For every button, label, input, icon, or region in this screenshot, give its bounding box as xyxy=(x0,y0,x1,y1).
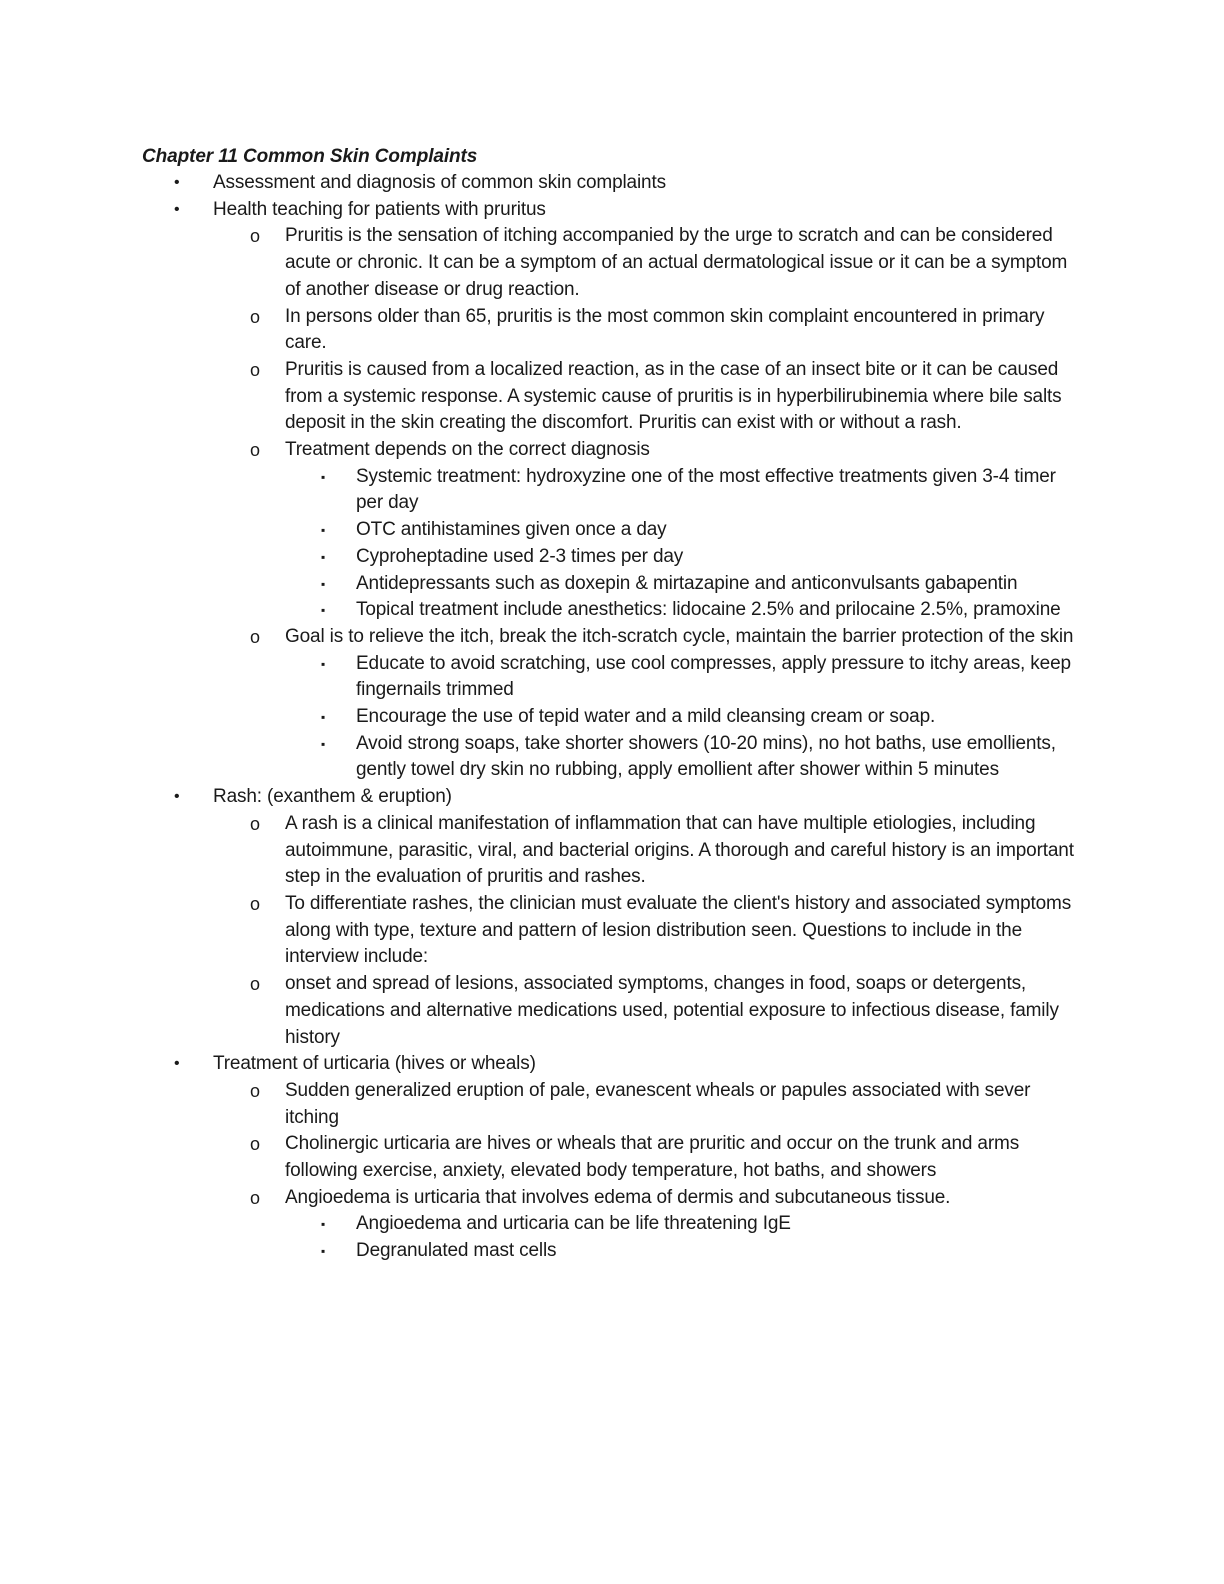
outline-item-text: Degranulated mast cells xyxy=(356,1240,557,1262)
bullet-marker: o xyxy=(250,1134,260,1155)
outline-item-text: Educate to avoid scratching, use cool compresses, apply pressure to itchy areas, keep fingernails trimmed xyxy=(356,652,1071,701)
outline-item-level2 xyxy=(0,624,1075,651)
bullet-marker: o xyxy=(250,813,260,834)
bullet-marker: ▪ xyxy=(321,736,326,751)
outline-item-level3 xyxy=(0,651,1076,704)
outline-item-text: Health teaching for patients with pruritus xyxy=(213,198,546,220)
outline-item-text: onset and spread of lesions, associated symptoms, changes in food, soaps or detergents, medications and alternative medications used, potential exposure to infectious disease, family history xyxy=(285,973,1059,1048)
outline-item-text: OTC antihistamines given once a day xyxy=(356,519,667,541)
outline-item-text: Cholinergic urticaria are hives or wheals that are pruritic and occur on the trunk and arms following exercise, anxiety, elevated body temperature, hot baths, and showers xyxy=(285,1133,1020,1182)
outline-item-text: Assessment and diagnosis of common skin complaints xyxy=(213,172,666,193)
bullet-marker: ▪ xyxy=(321,1217,326,1232)
bullet-marker: ▪ xyxy=(321,549,326,564)
bullet-marker: ▪ xyxy=(321,469,326,484)
bullet-marker: ▪ xyxy=(321,710,326,725)
outline-item-level2 xyxy=(0,1131,1075,1184)
outline-item-level3 xyxy=(0,571,1076,598)
bullet-marker: o xyxy=(250,974,260,995)
bullet-marker: ▪ xyxy=(321,603,326,618)
outline-item-text: Angioedema is urticaria that involves edema of dermis and subcutaneous tissue. xyxy=(285,1186,951,1208)
bullet-marker: • xyxy=(174,200,180,218)
bullet-marker: o xyxy=(250,440,260,461)
outline-item-level1 xyxy=(0,197,1073,224)
bullet-marker: o xyxy=(250,306,260,327)
outline-item-text: Treatment depends on the correct diagnosis xyxy=(285,439,650,461)
outline-item-level3 xyxy=(0,517,1076,544)
outline-item-text: Treatment of urticaria (hives or wheals) xyxy=(213,1053,536,1075)
bullet-marker: • xyxy=(174,174,180,191)
outline-item-text: In persons older than 65, pruritis is the most common skin complaint encountered in primary care. xyxy=(285,305,1045,354)
bullet-marker: ▪ xyxy=(321,523,326,538)
outline-item-text: Angioedema and urticaria can be life threatening IgE xyxy=(356,1213,791,1235)
outline-item-level1 xyxy=(0,1051,1073,1078)
outline-item-level2 xyxy=(0,357,1075,437)
bullet-marker: ▪ xyxy=(321,1244,326,1259)
bullet-marker: ▪ xyxy=(321,656,326,671)
bullet-marker: o xyxy=(250,359,260,380)
outline-item-level2 xyxy=(0,971,1075,1051)
outline-item-text: Goal is to relieve the itch, break the itch-scratch cycle, maintain the barrier protection of the skin xyxy=(285,625,1074,647)
chapter-title: Chapter 11 Common Skin Complaints xyxy=(142,146,478,167)
outline-item-text: Antidepressants such as doxepin & mirtazapine and anticonvulsants gabapentin xyxy=(356,572,1018,594)
outline-item-text: Topical treatment include anesthetics: lidocaine 2.5% and prilocaine 2.5%, pramoxine xyxy=(356,599,1061,621)
outline-item-level3 xyxy=(0,544,1076,571)
outline-item-level3 xyxy=(0,464,1076,517)
bullet-marker: o xyxy=(250,1187,260,1208)
outline-item-text: Pruritis is caused from a localized reaction, as in the case of an insect bite or it can be caused from a systemic response. A systemic cause of pruritis is in hyperbilirubinemia where bile salts deposit in the skin creating the discomfort. Pruritis can exist with or without a rash. xyxy=(285,358,1062,434)
outline-item-level2 xyxy=(0,437,1075,464)
outline-item-text: Pruritis is the sensation of itching accompanied by the urge to scratch and can be considered acute or chronic. It can be a symptom of an actual dermatological issue or it can be a symptom of another disease or drug reaction. xyxy=(285,225,1068,300)
bullet-marker: o xyxy=(250,226,260,247)
outline-item-text: To differentiate rashes, the clinician must evaluate the client's history and associated symptoms along with type, texture and pattern of lesion distribution seen. Questions to include in the interview include: xyxy=(285,892,1072,968)
outline-item-level2 xyxy=(0,223,1075,303)
bullet-marker: • xyxy=(174,1055,180,1073)
outline-item-level1 xyxy=(0,784,1073,811)
outline-item-level3 xyxy=(0,597,1076,624)
bullet-marker: o xyxy=(250,893,260,914)
outline-item-level3 xyxy=(0,1211,1076,1238)
bullet-marker: o xyxy=(250,1080,260,1101)
bullet-marker: ▪ xyxy=(321,576,326,591)
outline-list xyxy=(0,170,1224,1265)
outline-item-text: Sudden generalized eruption of pale, evanescent wheals or papules associated with sever itching xyxy=(285,1079,1031,1128)
bullet-marker: o xyxy=(250,626,260,647)
outline-item-level2 xyxy=(0,891,1075,971)
outline-item-text: Rash: (exanthem & eruption) xyxy=(213,786,452,808)
bullet-marker: • xyxy=(174,788,180,806)
outline-item-text: Avoid strong soaps, take shorter showers (10-20 mins), no hot baths, use emollients, gently towel dry skin no rubbing, apply emollient after shower within 5 minutes xyxy=(356,732,1056,781)
outline-item-level1 xyxy=(0,170,1073,197)
outline-item-level3 xyxy=(0,704,1076,731)
outline-item-level2 xyxy=(0,1078,1075,1131)
outline-item-level2 xyxy=(0,304,1075,357)
outline-item-level3 xyxy=(0,1238,1076,1265)
outline-item-text: Encourage the use of tepid water and a mild cleansing cream or soap. xyxy=(356,706,936,728)
outline-item-text: A rash is a clinical manifestation of inflammation that can have multiple etiologies, including autoimmune, parasitic, viral, and bacterial origins. A thorough and careful history is an important step in the evaluation of pruritis and rashes. xyxy=(285,812,1074,888)
outline-item-text: Systemic treatment: hydroxyzine one of the most effective treatments given 3-4 timer per day xyxy=(356,465,1056,514)
outline-item-level2 xyxy=(0,811,1075,891)
outline-item-level2 xyxy=(0,1185,1075,1212)
outline-item-level3 xyxy=(0,731,1076,784)
outline-item-text: Cyproheptadine used 2-3 times per day xyxy=(356,545,684,567)
